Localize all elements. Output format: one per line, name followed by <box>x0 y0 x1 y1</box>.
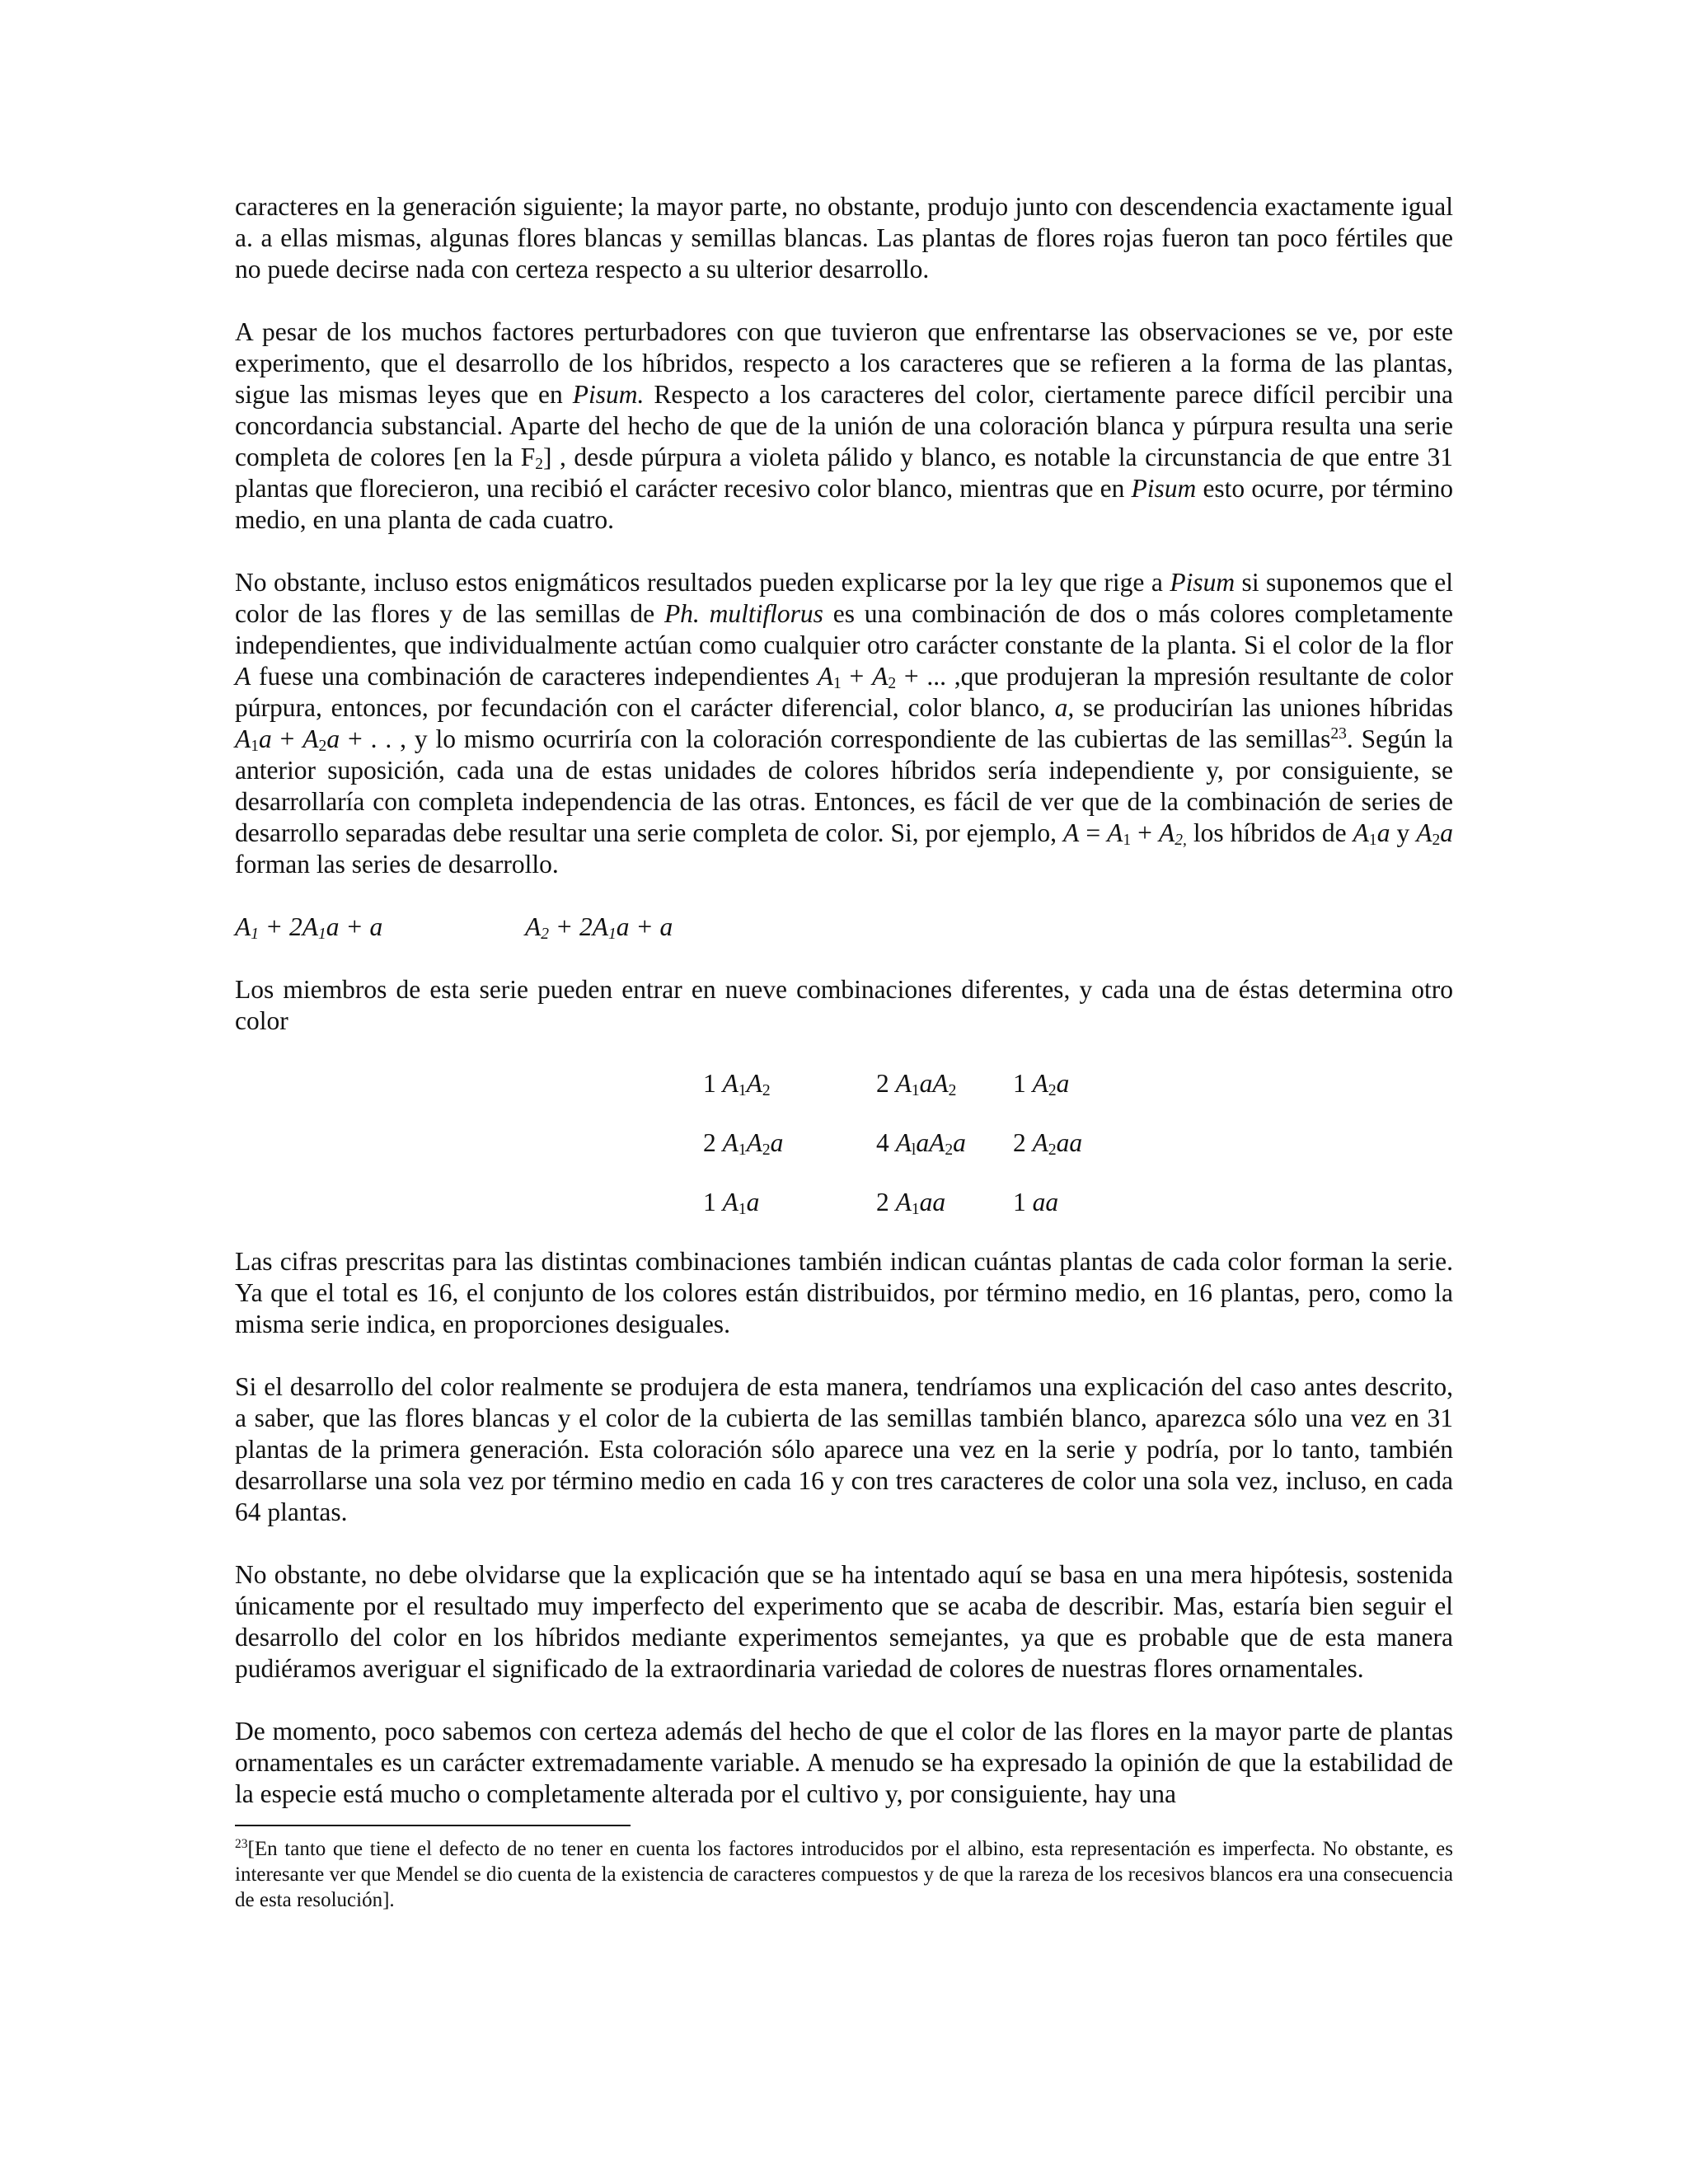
table-cell: 2 $A_1A_2a$ <box>703 1128 784 1160</box>
paragraph-8: De momento, poco sabemos con certeza además del hecho de que el color de las flores en la mayor parte de plantas ornamentales es un carácter extremadamente variable. A menudo se ha expresado la opinión de que la estabilidad de la especie está mucho o completamente alterada por el cultivo y, por consiguiente, hay una <box>235 1717 1453 1808</box>
color-combinations-table <box>703 1068 1104 1218</box>
formula-series-2: $A_2 + 2A_1a + a$ <box>525 912 673 944</box>
table-row <box>703 1127 1104 1187</box>
paragraph-7: No obstante, no debe olvidarse que la explicación que se ha intentado aquí se basa en una mera hipótesis, sostenida únicamente por el resultado muy imperfecto del experimento que se acaba de describir. Mas, estaría bien seguir el desarrollo del color en los híbridos mediante experimentos semejantes, ya que es probable que de esta manera pudiéramos averiguar el significado de la extraordinaria variedad de colores de nuestras flores ornamentales. <box>235 1560 1453 1683</box>
formula-series-1: $A_1 + 2A_1a + a$ <box>235 912 383 944</box>
table-cell: 1 $A_1a$ <box>703 1188 760 1219</box>
italic-pisum: Pisum <box>1131 474 1197 503</box>
paragraph-4: Los miembros de esta serie pueden entrar en nueve combinaciones diferentes, y cada una de éstas determina otro color <box>235 975 1453 1035</box>
footnote-divider <box>235 1825 631 1826</box>
table-cell: 1 aa <box>1013 1188 1059 1216</box>
paragraph-5: Las cifras prescritas para las distintas combinaciones también indican cuántas plantas de cada color forman la serie. Ya que el total es 16, el conjunto de los colores están distribuidos, por término medio, en 16 plantas, pero, como la misma serie indica, en proporciones desiguales. <box>235 1247 1453 1338</box>
footnote-reference[interactable]: 23 <box>1330 725 1347 743</box>
table-cell: 4 $A_laA_2a$ <box>876 1128 966 1160</box>
italic-pisum: Pisum <box>1170 568 1236 597</box>
table-cell: 2 $A_2aa$ <box>1013 1128 1083 1160</box>
development-series-formulas <box>235 912 1453 943</box>
table-row <box>703 1187 1104 1218</box>
paragraph-2: A pesar de los muchos factores perturbadores con que tuvieron que enfrentarse las observaciones se ve, por este experimento, que el desarrollo de los híbridos, respecto a los caracteres que se refieren a la forma de las plantas, sigue las mismas leyes que en Pisum. Respecto a los caracteres del color, ciertamente parece difícil percibir una concordancia substancial. Aparte del hecho de que de la unión de una coloración blanca y púrpura resulta una serie completa de colores [en la $F_2$] , desde púrpura a violeta pálido y blanco, es notable la circunstancia de que entre 31 plantas que florecieron, una recibió el carácter recesivo color blanco, mientras que en Pisum esto ocurre, por término medio, en una planta de cada cuatro. <box>235 317 1454 534</box>
footnote-mark: 23 <box>235 1837 248 1852</box>
paragraph-1: caracteres en la generación siguiente; la mayor parte, no obstante, produjo junto con descendencia exactamente igual a. a ellas mismas, algunas flores blancas y semillas blancas. Las plantas de flores rojas fueron tan poco fértiles que no puede decirse nada con certeza respecto a su ulterior desarrollo. <box>235 192 1453 284</box>
document-page <box>235 191 1453 1913</box>
italic-pisum: Pisum. <box>572 380 645 409</box>
table-cell: 1 $A_2a$ <box>1013 1069 1070 1100</box>
italic-species: Ph. multiflorus <box>663 599 823 628</box>
table-cell: 1 $A_1A_2$ <box>703 1069 771 1100</box>
paragraph-6: Si el desarrollo del color realmente se produjera de esta manera, tendríamos una explicación del caso antes descrito, a saber, que las flores blancas y el color de la cubierta de las semillas también blanco, aparezca sólo una vez en 31 plantas de la primera generación. Esta coloración sólo aparece una vez en la serie y podría, por lo tanto, también desarrollarse una sola vez por término medio en cada 16 y con tres caracteres de color una sola vez, incluso, en cada 64 plantas. <box>235 1372 1453 1526</box>
table-row <box>703 1068 1104 1127</box>
paragraph-3: No obstante, incluso estos enigmáticos resultados pueden explicarse por la ley que rige a Pisum si suponemos que el color de las flores y de las semillas de Ph. multiflorus es una combinación de dos o más colores completamente independientes, que individualmente actúan como cualquier otro carácter constante de la planta. Si el color de la flor A fuese una combinación de caracteres independientes $A_1 + A_2$ + ... ,que produjeran la mpresión resultante de color púrpura, entonces, por fecundación con el carácter diferencial, color blanco, a, se producirían las uniones híbridas $A_1a + A_2a$ + . . , y lo mismo ocurriría con la coloración correspondiente de las cubiertas de las semillas$^{23}$. Según la anterior suposición, cada una de estas unidades de colores híbridos sería independiente y, por consiguiente, se desarrollaría con completa independencia de las otras. Entonces, es fácil de ver que de la combinación de series de desarrollo separadas debe resultar una serie completa de color. Si, por ejemplo, $A = A_1 + A_{2,}$ los híbridos de $A_1a$ y $A_2a$ forman las series de desarrollo. <box>235 568 1454 879</box>
footnote-23: $^{23}$[En tanto que tiene el defecto de no tener en cuenta los factores introducidos por el albino, esta representación es imperfecta. No obstante, es interesante ver que Mendel se dio cuenta de la existencia de caracteres compuestos y de que la rareza de los recesivos blancos era una consecuencia de esta resolución]. <box>235 1837 1453 1911</box>
table-cell: 2 $A_1aA_2$ <box>876 1069 957 1100</box>
table-cell: 2 $A_1aa$ <box>876 1188 946 1219</box>
